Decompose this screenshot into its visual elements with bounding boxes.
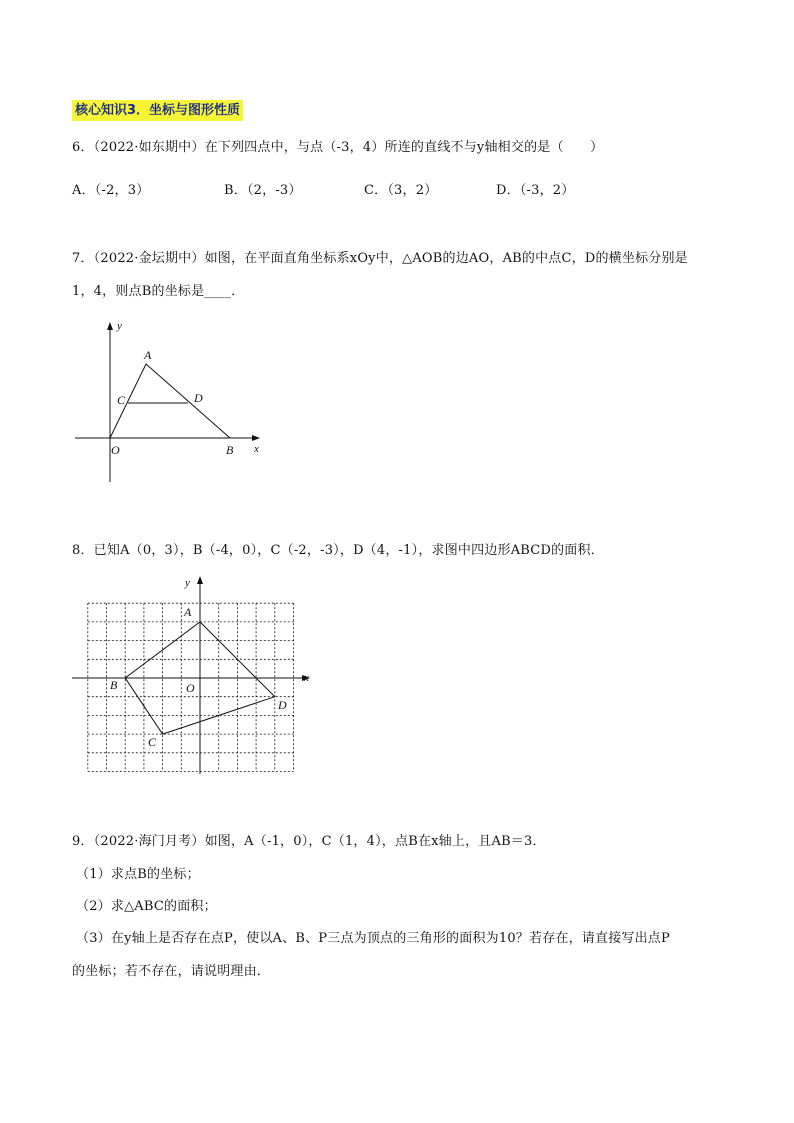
- q8-label-o: O: [186, 681, 195, 695]
- q8-stem: 8．已知A（0，3），B（-4，0），C（-2，-3），D（4，-1），求图中四边形ABCD的面积．: [72, 543, 604, 558]
- q9-part1: （1）求点B的坐标；: [76, 867, 200, 882]
- q7-label-o: O: [111, 443, 120, 457]
- q8-label-d: D: [278, 698, 287, 712]
- q7-x-arrow-icon: [252, 435, 260, 441]
- q7-label-b: B: [226, 443, 234, 457]
- q8-label-a: A: [184, 605, 192, 619]
- q7-label-y: y: [117, 320, 122, 332]
- section-heading: 核心知识3．坐标与图形性质: [72, 100, 243, 121]
- q9-part3-line2: 的坐标；若不存在，请说明理由．: [72, 964, 271, 979]
- q7-label-x: x: [254, 443, 259, 455]
- q8-label-b: B: [110, 678, 118, 692]
- q8-label-c: C: [148, 735, 157, 749]
- q6-option-d: D．（-3，2）: [496, 183, 575, 198]
- q7-triangle-aob: [110, 364, 230, 438]
- q7-figure: [68, 312, 278, 490]
- q7-stem-line2: 1，4，则点B的坐标是____．: [72, 284, 245, 299]
- q8-figure: [66, 572, 322, 778]
- q7-label-a: A: [144, 348, 152, 362]
- q6-option-c: C．（3，2）: [364, 183, 438, 198]
- q7-label-c: C: [117, 393, 126, 407]
- q7-stem-line1: 7．（2022·金坛期中）如图，在平面直角坐标系xOy中，△AOB的边AO，AB的中点C，D的横坐标分别是: [72, 251, 688, 266]
- q8-label-x: x: [304, 672, 309, 684]
- q8-label-y: y: [185, 577, 190, 589]
- q9-part3-line1: （3）在y轴上是否存在点P，使以A、B、P三点为顶点的三角形的面积为10？若存在，请直接写出点P: [76, 931, 670, 946]
- q6-stem: 6．（2022·如东期中）在下列四点中，与点（-3，4）所连的直线不与y轴相交的是（ ）: [72, 140, 604, 155]
- q6-option-b: B．（2，-3）: [224, 183, 302, 198]
- q7-y-arrow-icon: [107, 322, 113, 330]
- q9-part2: （2）求△ABC的面积；: [76, 899, 217, 914]
- q9-stem: 9．（2022·海门月考）如图，A（-1，0），C（1，4），点B在x轴上，且AB＝3．: [72, 834, 546, 849]
- q7-label-d: D: [194, 391, 203, 405]
- q6-option-a: A．（-2，3）: [72, 183, 150, 198]
- q8-y-arrow-icon: [197, 576, 203, 584]
